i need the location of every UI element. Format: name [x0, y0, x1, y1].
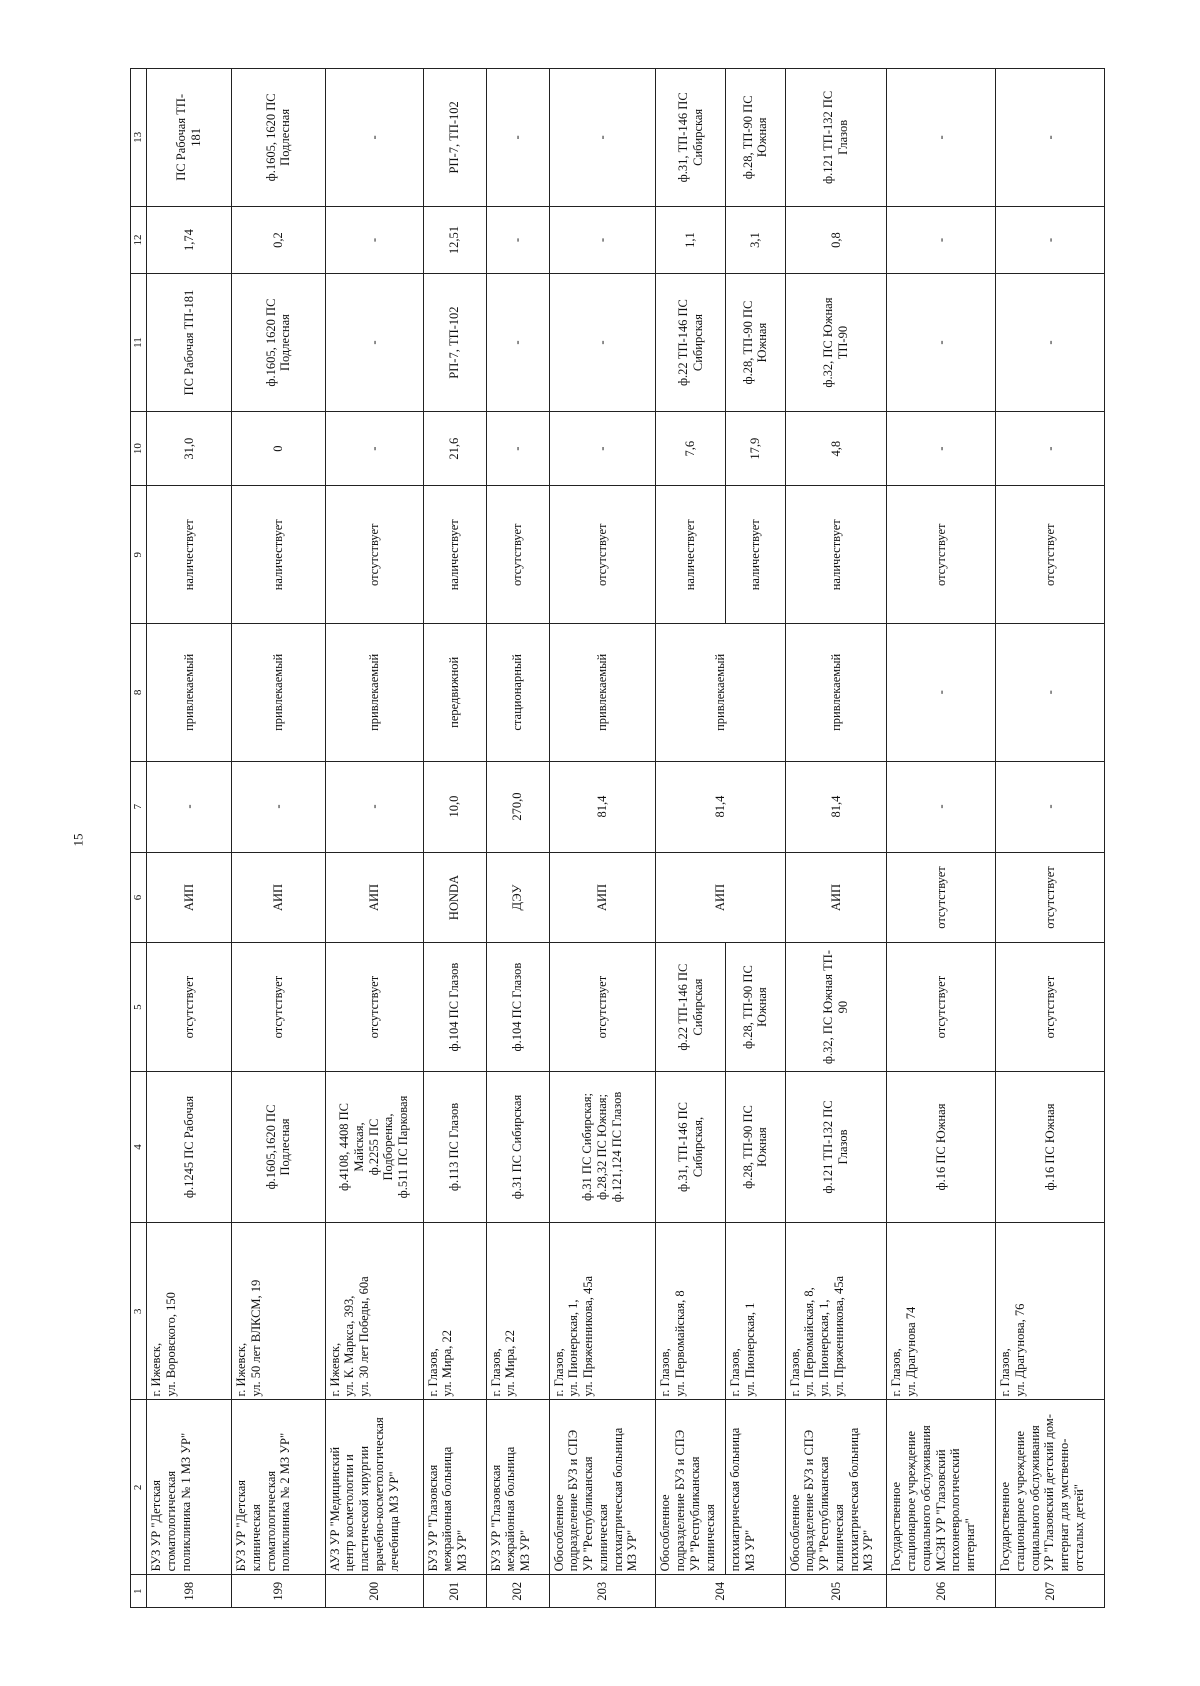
- table-cell: -: [996, 624, 1105, 762]
- table-cell: АИП: [147, 852, 232, 943]
- table-cell: 4,8: [785, 411, 887, 486]
- col-header: 6: [131, 852, 147, 943]
- table-cell: ф.28, ТП-90 ПС Южная: [725, 274, 785, 412]
- table-cell: -: [549, 206, 656, 274]
- table-cell: 3,1: [725, 206, 785, 274]
- org-name: Обособленное подразделение БУЗ и СПЭ УР "Республиканская клиническая психиатрическая больница МЗ УР": [785, 1400, 887, 1575]
- col-header: 12: [131, 206, 147, 274]
- row-number: 202: [486, 1575, 549, 1608]
- col-header: 5: [131, 943, 147, 1071]
- table-cell: -: [887, 69, 996, 207]
- row-number: 205: [785, 1575, 887, 1608]
- table-cell: -: [325, 274, 423, 412]
- table-cell: -: [486, 69, 549, 207]
- table-cell: 270,0: [486, 761, 549, 852]
- row-number: 198: [147, 1575, 232, 1608]
- table-cell: наличествует: [147, 486, 232, 624]
- table-cell: ф.31 ПС Сибирская; ф.28,32 ПС Южная; ф.121,124 ПС Глазов: [549, 1071, 656, 1223]
- table-cell: -: [147, 761, 232, 852]
- table-cell: -: [325, 411, 423, 486]
- table-cell: наличествует: [232, 486, 326, 624]
- table-cell: 7,6: [656, 411, 726, 486]
- table-cell: ф.1245 ПС Рабочая: [147, 1071, 232, 1223]
- table-row: [887, 69, 996, 1608]
- table-cell: ф.28, ТП-90 ПС Южная: [725, 1071, 785, 1223]
- col-header: 7: [131, 761, 147, 852]
- table-cell: -: [887, 624, 996, 762]
- org-name: Обособленное подразделение БУЗ и СПЭ УР "Республиканская клиническая: [656, 1400, 726, 1575]
- row-number: 207: [996, 1575, 1105, 1608]
- table-cell: ф.104 ПС Глазов: [486, 943, 549, 1071]
- table-cell: привлекаемый: [232, 624, 326, 762]
- address: г. Глазов, ул. Драгунова 74: [887, 1223, 996, 1400]
- table-cell: ф.32, ПС Южная ТП- 90: [785, 943, 887, 1071]
- table-cell: отсутствует: [232, 943, 326, 1071]
- table-cell: отсутствует: [325, 486, 423, 624]
- table-cell: 1,1: [656, 206, 726, 274]
- org-name: Государственное стационарное учреждение социального обслуживания УР "Глазовский детский дом- интернат для умственно- отсталых детей": [996, 1400, 1105, 1575]
- table-cell: отсутствует: [996, 486, 1105, 624]
- table-cell: -: [486, 206, 549, 274]
- table-cell: -: [887, 274, 996, 412]
- address: г. Глазов, ул. Мира, 22: [486, 1223, 549, 1400]
- table-cell: ф.16 ПС Южная: [887, 1071, 996, 1223]
- table-cell: ф.31 ПС Сибирская: [486, 1071, 549, 1223]
- table-cell: 81,4: [785, 761, 887, 852]
- table-cell: ф.28, ТП-90 ПС Южная: [725, 69, 785, 207]
- table-cell: ДЭУ: [486, 852, 549, 943]
- table-cell: привлекаемый: [147, 624, 232, 762]
- table-cell: 31,0: [147, 411, 232, 486]
- col-header: 1: [131, 1575, 147, 1608]
- table-cell: 81,4: [549, 761, 656, 852]
- table-row: [147, 69, 232, 1608]
- table-cell: наличествует: [656, 486, 726, 624]
- address: г. Глазов, ул. Пионерская, 1: [725, 1223, 785, 1400]
- table-cell: отсутствует: [549, 943, 656, 1071]
- row-number: 200: [325, 1575, 423, 1608]
- address: г. Глазов, ул. Первомайская, 8: [656, 1223, 726, 1400]
- table-cell: стационарный: [486, 624, 549, 762]
- col-header: 11: [131, 274, 147, 412]
- table-cell: АИП: [325, 852, 423, 943]
- table-cell: АИП: [232, 852, 326, 943]
- org-name: БУЗ УР "Детская стоматологическая поликлиника № 1 МЗ УР": [147, 1400, 232, 1575]
- col-header: 9: [131, 486, 147, 624]
- table-cell: привлекаемый: [785, 624, 887, 762]
- table-cell: ф.31, ТП-146 ПС Сибирская,: [656, 1071, 726, 1223]
- table-cell: 0,2: [232, 206, 326, 274]
- table-cell: -: [549, 274, 656, 412]
- table-cell: передвижной: [423, 624, 486, 762]
- col-header: 2: [131, 1400, 147, 1575]
- table-cell: отсутствует: [887, 486, 996, 624]
- table-cell: наличествует: [423, 486, 486, 624]
- col-header: 3: [131, 1223, 147, 1400]
- table-row: [325, 69, 423, 1608]
- table-cell: ф.16 ПС Южная: [996, 1071, 1105, 1223]
- address: г. Ижевск, ул. К. Маркса, 393, ул. 30 лет Победы, 60а: [325, 1223, 423, 1400]
- table-cell: отсутствует: [887, 943, 996, 1071]
- table-cell: наличествует: [725, 486, 785, 624]
- row-number: 201: [423, 1575, 486, 1608]
- header-row: [131, 69, 147, 1608]
- address: г. Глазов, ул. Мира, 22: [423, 1223, 486, 1400]
- table-row: [549, 69, 656, 1608]
- col-header: 13: [131, 69, 147, 207]
- table-cell: ПС Рабочая ТП- 181: [147, 69, 232, 207]
- table-cell: АИП: [656, 852, 785, 943]
- table-cell: наличествует: [785, 486, 887, 624]
- table-cell: ф.22 ТП-146 ПС Сибирская: [656, 943, 726, 1071]
- table-row: [232, 69, 326, 1608]
- data-table: [130, 68, 1105, 1608]
- table-cell: отсутствует: [325, 943, 423, 1071]
- table-cell: -: [996, 69, 1105, 207]
- row-number: 199: [232, 1575, 326, 1608]
- table-cell: ф.121 ТП-132 ПС Глазов: [785, 69, 887, 207]
- table-row: [656, 69, 726, 1608]
- org-name: БУЗ УР "Глазовская межрайонная больница МЗ УР": [423, 1400, 486, 1575]
- table-cell: -: [549, 411, 656, 486]
- org-name: Государственное стационарное учреждение социального обслуживания МСЗН УР "Глазовский психоневрологический интернат": [887, 1400, 996, 1575]
- table-cell: -: [887, 206, 996, 274]
- table-cell: 81,4: [656, 761, 785, 852]
- table-cell: ф.1605, 1620 ПС Подлесная: [232, 69, 326, 207]
- table-cell: -: [325, 206, 423, 274]
- table-cell: -: [325, 761, 423, 852]
- table-cell: -: [549, 69, 656, 207]
- table-cell: -: [325, 69, 423, 207]
- table-cell: HONDA: [423, 852, 486, 943]
- table-cell: -: [996, 206, 1105, 274]
- table-cell: привлекаемый: [656, 624, 785, 762]
- row-number: 204: [656, 1575, 785, 1608]
- table-rotated-container: [130, 68, 1105, 1608]
- table-cell: 10,0: [423, 761, 486, 852]
- table-cell: отсутствует: [996, 852, 1105, 943]
- table-cell: -: [996, 411, 1105, 486]
- address: г. Глазов, ул. Первомайская, 8, ул. Пионерская, 1, ул. Пряженникова, 45а: [785, 1223, 887, 1400]
- table-cell: ф.22 ТП-146 ПС Сибирская: [656, 274, 726, 412]
- org-name: Обособленное подразделение БУЗ и СПЭ УР "Республиканская клиническая психиатрическая больница МЗ УР": [549, 1400, 656, 1575]
- col-header: 4: [131, 1071, 147, 1223]
- row-number: 203: [549, 1575, 656, 1608]
- table-cell: привлекаемый: [549, 624, 656, 762]
- table-cell: ф.28, ТП-90 ПС Южная: [725, 943, 785, 1071]
- org-name: АУЗ УР "Медицинский центр косметологии и пластической хирургии врачебно-косметологическая лечебница МЗ УР": [325, 1400, 423, 1575]
- table-cell: -: [887, 411, 996, 486]
- table-cell: отсутствует: [549, 486, 656, 624]
- address: г. Ижевск, ул. Воровского, 150: [147, 1223, 232, 1400]
- table-cell: 1,74: [147, 206, 232, 274]
- table-cell: ф.121 ТП-132 ПС Глазов: [785, 1071, 887, 1223]
- table-cell: отсутствует: [996, 943, 1105, 1071]
- table-cell: 21,6: [423, 411, 486, 486]
- org-name: психиатрическая больница МЗ УР": [725, 1400, 785, 1575]
- table-cell: привлекаемый: [325, 624, 423, 762]
- table-row: [996, 69, 1105, 1608]
- table-cell: АИП: [549, 852, 656, 943]
- table-cell: ф.104 ПС Глазов: [423, 943, 486, 1071]
- table-cell: -: [887, 761, 996, 852]
- table-cell: -: [486, 274, 549, 412]
- table-row: [486, 69, 549, 1608]
- row-number: 206: [887, 1575, 996, 1608]
- table-cell: ф.1605, 1620 ПС Подлесная: [232, 274, 326, 412]
- table-cell: ф.1605,1620 ПС Подлесная: [232, 1071, 326, 1223]
- table-cell: отсутствует: [147, 943, 232, 1071]
- col-header: 8: [131, 624, 147, 762]
- table-cell: 0,8: [785, 206, 887, 274]
- table-cell: ф.4108, 4408 ПС Майская, ф.2255 ПС Подборенка, ф.511 ПС Парковая: [325, 1071, 423, 1223]
- table-cell: отсутствует: [486, 486, 549, 624]
- table-cell: 12,51: [423, 206, 486, 274]
- table-cell: ПС Рабочая ТП-181: [147, 274, 232, 412]
- address: г. Глазов, ул. Драгунова, 76: [996, 1223, 1105, 1400]
- org-name: БУЗ УР "Детская клиническая стоматологическая поликлиника № 2 МЗ УР": [232, 1400, 326, 1575]
- table-cell: РП-7, ТП-102: [423, 69, 486, 207]
- table-cell: ф.31, ТП-146 ПС Сибирская: [656, 69, 726, 207]
- address: г. Глазов, ул. Пионерская, 1, ул. Пряженникова, 45а: [549, 1223, 656, 1400]
- table-cell: -: [232, 761, 326, 852]
- table-row: [785, 69, 887, 1608]
- col-header: 10: [131, 411, 147, 486]
- table-cell: ф.113 ПС Глазов: [423, 1071, 486, 1223]
- table-cell: РП-7, ТП-102: [423, 274, 486, 412]
- table-cell: -: [996, 274, 1105, 412]
- table-cell: 0: [232, 411, 326, 486]
- table-cell: -: [486, 411, 549, 486]
- table-cell: -: [996, 761, 1105, 852]
- table-row: [423, 69, 486, 1608]
- table-cell: АИП: [785, 852, 887, 943]
- table-cell: отсутствует: [887, 852, 996, 943]
- page-number: 15: [70, 833, 86, 847]
- table-cell: 17,9: [725, 411, 785, 486]
- table-cell: ф.32, ПС Южная ТП-90: [785, 274, 887, 412]
- org-name: БУЗ УР "Глазовская межрайонная больница МЗ УР": [486, 1400, 549, 1575]
- address: г. Ижевск, ул. 50 лет ВЛКСМ, 19: [232, 1223, 326, 1400]
